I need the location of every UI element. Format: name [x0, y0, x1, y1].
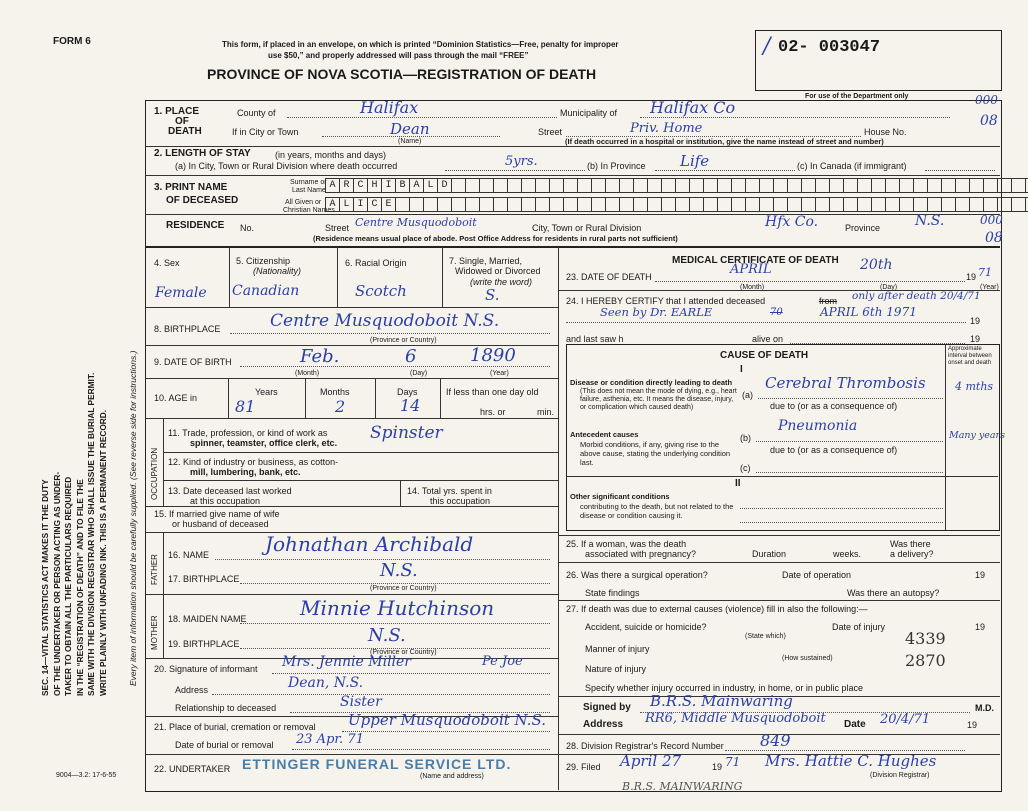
antecedent-note: Morbid conditions, if any, giving rise to the above cause, stating the underlying condition last.: [580, 440, 731, 467]
length-note: (in years, months and days): [275, 150, 387, 160]
due-to-label-2: due to (or as a consequence of): [770, 445, 898, 455]
woman-label: 25. If a woman, was the death: [566, 539, 687, 549]
signed-by-value: B.R.S. Mainwaring: [650, 692, 793, 710]
surgical-label: 26. Was there a surgical operation?: [566, 570, 708, 580]
undertaker-stamp: ETTINGER FUNERAL SERVICE LTD.: [242, 756, 512, 772]
date-of-operation-label: Date of operation: [782, 570, 852, 580]
seen-date-value: APRIL 6th 1971: [820, 305, 917, 319]
years-label: Years: [255, 387, 278, 397]
mother-maiden-value: Minnie Hutchinson: [300, 596, 495, 620]
header-note-1: This form, if placed in an envelope, on which is printed “Dominion Statistics—Free, penalty for improper: [222, 40, 619, 49]
interval-header: Approximate interval between onset and death: [948, 346, 992, 366]
mother-side-label: MOTHER: [150, 615, 159, 650]
sex-value: Female: [155, 285, 207, 301]
death-month-value: APRIL: [730, 262, 772, 277]
burial-date-label: Date of burial or removal: [175, 740, 274, 750]
undertaker-label: 22. UNDERTAKER: [154, 764, 231, 774]
mother-birthplace-caption: (Province or Country): [370, 649, 437, 656]
date-of-injury-label: Date of injury: [832, 622, 886, 632]
death-day-caption: (Day): [880, 284, 898, 291]
side-italic-note: Every item of information should be carefully supplied. (See reverse side for instructions.): [128, 350, 138, 686]
racial-origin-value: Scotch: [355, 282, 407, 300]
undertaker-caption: (Name and address): [420, 773, 484, 780]
dob-day-value: 6: [405, 346, 417, 367]
birthplace-label: 8. BIRTHPLACE: [154, 324, 221, 334]
certify-label: 24. I HEREBY CERTIFY that I attended deceased: [566, 296, 766, 306]
birthplace-value: Centre Musquodoboit N.S.: [270, 311, 500, 331]
certify-note-value: only after death 20/4/71: [852, 290, 981, 302]
last-worked-label: 13. Date deceased last worked: [168, 486, 292, 496]
informant-label: 20. Signature of informant: [154, 664, 258, 674]
dob-day-caption: (Day): [410, 370, 428, 377]
md-label: M.D.: [975, 703, 994, 713]
seen-19-label: 19: [970, 316, 981, 326]
cause-c-label: (c): [740, 463, 751, 473]
months-label: Months: [320, 387, 350, 397]
marital-label-3: (write the word): [470, 277, 533, 287]
alive-on-label: alive on: [752, 334, 784, 344]
birthplace-caption: (Province or Country): [370, 337, 437, 344]
residence-city-value: Hfx Co.: [765, 214, 819, 230]
findings-label: State findings: [585, 588, 640, 598]
seen-by-value: Seen by Dr. EARLE: [600, 305, 713, 319]
length-a-label: (a) In City, Town or Rural Division where death occurred: [175, 161, 398, 171]
city-town-label: If in City or Town: [232, 127, 299, 137]
county-value: Halifax: [360, 98, 419, 117]
dob-month-caption: (Month): [295, 370, 320, 377]
dob-month-value: Feb.: [300, 346, 340, 367]
sign-date-value: 20/4/71: [880, 712, 931, 727]
nature-label: Nature of injury: [585, 664, 647, 674]
father-name-value: Johnathan Archibald: [265, 532, 474, 556]
certify-from-label: from: [819, 296, 837, 306]
filed-19-label: 19: [712, 762, 723, 772]
place-of-death-label-3: DEATH: [168, 126, 202, 137]
autopsy-label: Was there an autopsy?: [847, 588, 940, 598]
due-to-label-1: due to (or as a consequence of): [770, 401, 898, 411]
dob-year-value: 1890: [470, 345, 516, 366]
death-year-value: 71: [978, 266, 992, 279]
stay-b-value: Life: [680, 152, 710, 170]
seen-year-value: 70: [770, 307, 783, 318]
residence-city-label: City, Town or Rural Division: [532, 223, 642, 233]
marital-label-2: Widowed or Divorced: [455, 266, 541, 276]
age-days-value: 14: [400, 396, 421, 415]
division-record-label: 28. Division Registrar's Record Number: [566, 741, 724, 751]
form-label: FORM 6: [53, 36, 91, 47]
doctor-address-label: Address: [583, 719, 624, 730]
maiden-name-label: 18. MAIDEN NAME: [168, 614, 247, 624]
death-day-value: 20th: [860, 257, 893, 273]
how-sustained-caption: (How sustained): [782, 655, 833, 662]
residence-street-label: Street: [325, 223, 350, 233]
county-label: County of: [237, 108, 276, 118]
street-value: Priv. Home: [630, 121, 703, 136]
length-c-label: (c) In Canada (if immigrant): [797, 161, 907, 171]
age-months-value: 2: [335, 397, 346, 416]
residence-label: RESIDENCE: [166, 220, 225, 231]
death-year-caption: (Year): [980, 284, 999, 291]
code-2: 08: [980, 113, 998, 129]
part-2-label: II: [735, 478, 741, 489]
death-month-caption: (Month): [740, 284, 765, 291]
industry-label-2: mill, lumbering, bank, etc.: [190, 467, 301, 477]
given-label-2: Christian Names: [283, 207, 335, 214]
stay-a-value: 5yrs.: [505, 154, 538, 169]
external-label: 27. If death was due to external causes (violence) fill in also the following:—: [566, 604, 868, 614]
alive-19-label: 19: [970, 334, 981, 344]
surname-label-2: Last Name: [292, 187, 326, 194]
street-label: Street: [538, 127, 563, 137]
surname-label: Surname or: [290, 179, 327, 186]
cause-a-label: (a): [742, 390, 753, 400]
code-4: 08: [985, 230, 1003, 246]
hospital-note: (If death occurred in a hospital or institution, give the name instead of street and number): [565, 137, 884, 146]
total-yrs-label-2: this occupation: [430, 496, 491, 506]
cause-of-death-title: CAUSE OF DEATH: [720, 350, 809, 361]
other-significant-label: Other significant conditions: [570, 492, 670, 501]
registration-number: 02- 003047: [778, 38, 881, 57]
filed-year-value: 71: [725, 755, 741, 769]
informant-value: Mrs. Jennie Miller: [282, 654, 412, 670]
manner-code: 4339: [905, 629, 946, 648]
place-of-death-label: 1. PLACE: [154, 106, 200, 117]
bottom-name-stamp: B.R.S. MAINWARING: [622, 780, 743, 793]
hrs-label: hrs. or: [480, 407, 506, 417]
min-label: min.: [537, 407, 555, 417]
side-instructions: [40, 76, 110, 696]
given-name-cells: A L I C E: [325, 197, 1028, 212]
father-side-label: FATHER: [150, 554, 159, 585]
father-birthplace-label: 17. BIRTHPLACE: [168, 574, 240, 584]
trade-label: 11. Trade, profession, or kind of work as: [168, 428, 328, 438]
duration-label: Duration: [752, 549, 787, 559]
father-name-label: 16. NAME: [168, 550, 210, 560]
weeks-label: weeks.: [833, 549, 862, 559]
municipality-value: Halifax Co: [650, 98, 736, 117]
state-which-caption: (State which): [745, 633, 786, 640]
header-note-2: use $50,” and properly addressed will pass through the mail “FREE”: [268, 51, 529, 60]
footer-code: 9004—3.2: 17-6-55: [56, 772, 117, 779]
occupation-side-label: OCCUPATION: [150, 447, 159, 500]
residence-no-label: No.: [240, 223, 255, 233]
given-label: All Given or: [285, 199, 322, 206]
citizenship-value: Canadian: [232, 283, 300, 299]
days-label: Days: [397, 387, 418, 397]
date-of-death-label: 23. DATE OF DEATH: [566, 272, 652, 282]
slash-mark: /: [763, 34, 771, 59]
total-yrs-label: 14. Total yrs. spent in: [407, 486, 492, 496]
office-use-label: For use of the Department only: [805, 93, 909, 100]
medical-certificate-title: MEDICAL CERTIFICATE OF DEATH: [672, 255, 839, 266]
cause-b-value: Pneumonia: [778, 418, 858, 434]
trade-value: Spinster: [370, 423, 443, 443]
operation-19-label: 19: [975, 570, 986, 580]
place-of-death-label-2: OF: [175, 116, 189, 127]
residence-street-value: Centre Musquodoboit: [355, 216, 477, 229]
delivery-label: Was there: [890, 539, 931, 549]
of-deceased-label: OF DECEASED: [166, 195, 239, 206]
last-worked-label-2: at this occupation: [190, 496, 261, 506]
less-than-day-label: If less than one day old: [446, 387, 539, 397]
relationship-value: Sister: [340, 694, 382, 710]
registrar-signature: Mrs. Hattie C. Hughes: [765, 752, 937, 770]
side-line-3: TAKER TO OBTAIN ALL THE PARTICULARS REQUIRED: [63, 476, 74, 696]
surname-cells: A R C H I B A L D: [325, 178, 1028, 193]
citizenship-label: 5. Citizenship: [236, 256, 291, 266]
father-birthplace-value: N.S.: [380, 560, 418, 581]
signed-by-label: Signed by: [583, 702, 631, 713]
antecedent-label: Antecedent causes: [570, 430, 639, 439]
specify-label: Specify whether injury occurred in industry, in home, or in public place: [585, 683, 863, 693]
doctor-address-value: RR6, Middle Musquodoboit: [645, 711, 826, 726]
informant-extra-value: Pe Joe: [482, 654, 523, 669]
sign-date-label: Date: [844, 719, 866, 730]
print-name-label: 3. PRINT NAME: [154, 182, 228, 193]
length-b-label: (b) In Province: [587, 161, 646, 171]
cause-b-label: (b): [740, 433, 751, 443]
division-registrar-caption: (Division Registrar): [870, 772, 930, 779]
side-line-6: WRITE PLAINLY WITH UNFADING INK. THIS IS A PERMANENT RECORD.: [97, 409, 108, 696]
death-19-label: 19: [966, 272, 977, 282]
accident-label: Accident, suicide or homicide?: [585, 622, 707, 632]
delivery-label-2: a delivery?: [890, 549, 934, 559]
sign-19-label: 19: [967, 720, 978, 730]
marital-value: S.: [485, 286, 500, 304]
residence-province-label: Province: [845, 223, 881, 233]
name-caption: (Name): [398, 138, 422, 145]
burial-place-label: 21. Place of burial, cremation or removal: [154, 722, 316, 732]
disease-direct-label: Disease or condition directly leading to death: [570, 378, 733, 387]
cause-a-value: Cerebral Thrombosis: [765, 374, 926, 392]
mother-birthplace-label: 19. BIRTHPLACE: [168, 639, 240, 649]
informant-address-label: Address: [175, 685, 209, 695]
injury-19-label: 19: [975, 622, 986, 632]
side-line-4: IN THE “REGISTRATION OF DEATH” AND TO FILE THE: [74, 479, 85, 696]
side-line-1: SEC. 14—VITAL STATISTICS ACT MAKES IT THE DUTY: [40, 479, 50, 696]
record-number-value: 849: [760, 731, 791, 750]
mother-birthplace-value: N.S.: [368, 625, 406, 646]
length-of-stay-label: 2. LENGTH OF STAY: [154, 148, 251, 159]
dob-year-caption: (Year): [490, 370, 509, 377]
burial-place-value: Upper Musquodoboit N.S.: [348, 711, 546, 729]
residence-province-value: N.S.: [915, 213, 945, 229]
other-note: contributing to the death, but not related to the disease or condition causing it.: [580, 502, 734, 520]
code-1: 000: [975, 93, 998, 107]
burial-date-value: 23 Apr. 71: [296, 732, 364, 747]
last-saw-label: and last saw h: [566, 334, 624, 344]
trade-label-2: spinner, teamster, office clerk, etc.: [190, 438, 338, 448]
woman-label-2: associated with pregnancy?: [585, 549, 697, 559]
father-birthplace-caption: (Province or Country): [370, 585, 437, 592]
age-years-value: 81: [235, 397, 256, 416]
house-no-label: House No.: [864, 127, 907, 137]
wife-name-label: 15. If married give name of wife: [154, 509, 280, 519]
cause-b-interval: Many years: [949, 430, 1005, 441]
racial-origin-label: 6. Racial Origin: [345, 258, 407, 268]
dob-label: 9. DATE OF BIRTH: [154, 357, 232, 367]
municipality-label: Municipality of: [560, 108, 618, 118]
city-town-value: Dean: [390, 120, 430, 138]
nature-code: 2870: [905, 651, 946, 670]
manner-label: Manner of injury: [585, 644, 650, 654]
relationship-label: Relationship to deceased: [175, 703, 277, 713]
filed-date-value: April 27: [620, 752, 682, 770]
informant-address-value: Dean, N.S.: [288, 675, 364, 691]
marital-label: 7. Single, Married,: [449, 256, 523, 266]
filed-label: 29. Filed: [566, 762, 601, 772]
sex-label: 4. Sex: [154, 258, 180, 268]
form-title: PROVINCE OF NOVA SCOTIA—REGISTRATION OF DEATH: [207, 66, 597, 82]
residence-note: (Residence means usual place of abode. Post Office Address for residents in rural parts not sufficient): [313, 234, 678, 243]
part-1-label: I: [740, 364, 743, 375]
nationality-label: (Nationality): [253, 266, 302, 276]
wife-name-label-2: or husband of deceased: [172, 519, 269, 529]
cause-a-interval: 4 mths: [955, 380, 994, 393]
code-3: 000: [980, 213, 1003, 227]
side-line-5: SAME WITH THE DIVISION REGISTRAR WHO SHALL ISSUE THE BURIAL PERMIT.: [86, 372, 97, 696]
age-label: 10. AGE in: [154, 393, 198, 403]
disease-note: (This does not mean the mode of dying, e.g., heart failure, asthenia, etc. It means the disease, injury, or complication which caused death): [580, 388, 737, 411]
industry-label: 12. Kind of industry or business, as cotton-: [168, 457, 339, 467]
side-line-2: OF THE UNDERTAKER OR PERSON ACTING AS UNDER-: [51, 471, 62, 696]
